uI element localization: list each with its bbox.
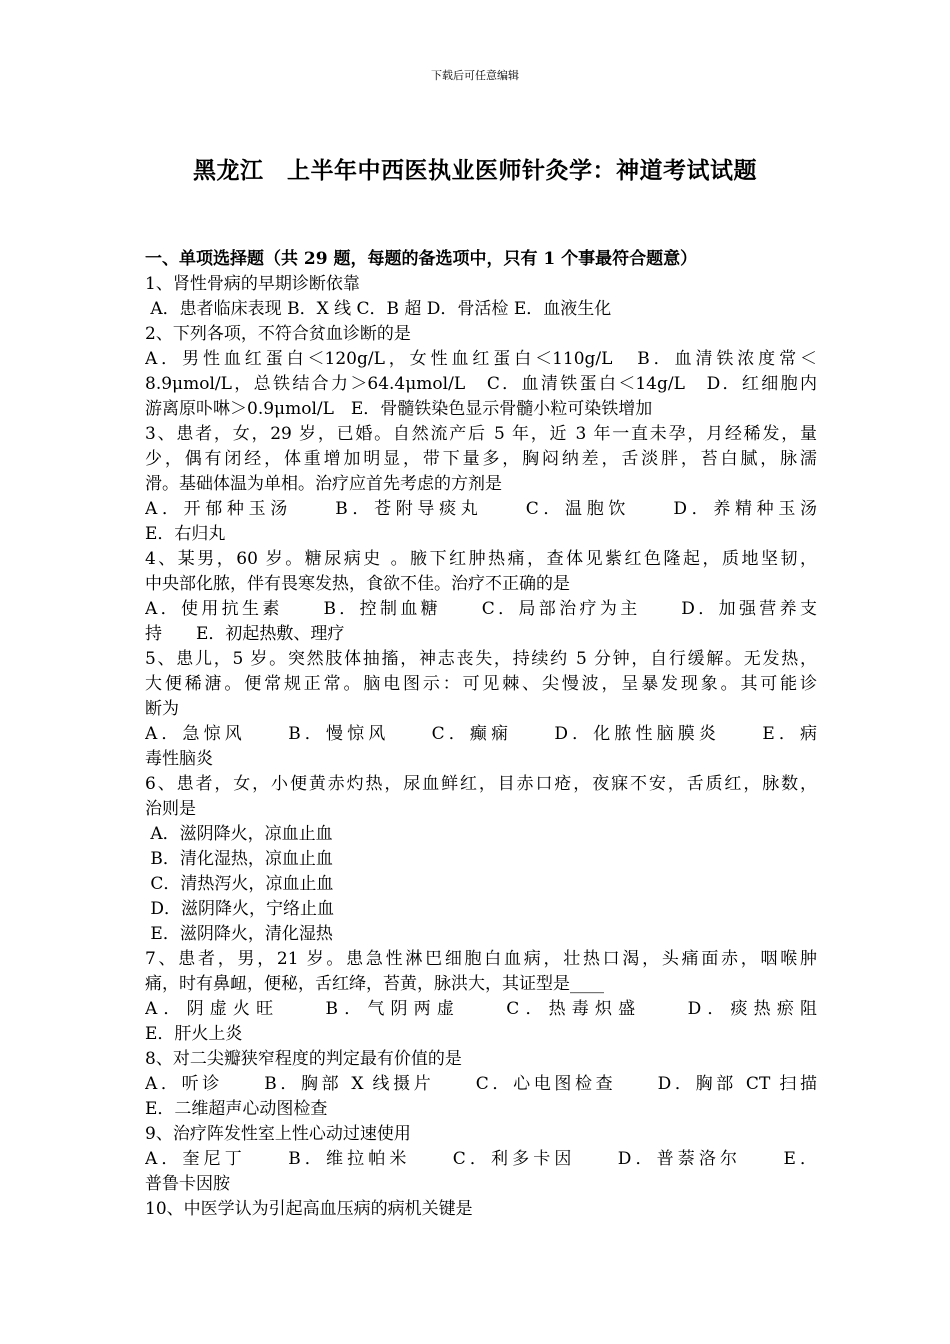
text-line: 6、患者，女，小便黄赤灼热，尿血鲜红，目赤口疮，夜寐不安，舌质红，脉数， — [145, 774, 817, 794]
text-line: E．右归丸 — [145, 524, 226, 544]
text-line: 中央部化脓，伴有畏寒发热，食欲不佳。治疗不正确的是 — [145, 574, 570, 594]
text-line: A．使用抗生素 B．控制血糖 C．局部治疗为主 D．加强营养支 — [145, 599, 817, 619]
text-line: 治则是 — [145, 799, 196, 819]
text-line: A．阴虚火旺 B．气阴两虚 C．热毒炽盛 D．痰热瘀阻 — [145, 999, 817, 1019]
document-body — [145, 247, 817, 1222]
text-line: 8、对二尖瓣狭窄程度的判定最有价值的是 — [145, 1049, 462, 1069]
text-line: 4、某男，60 岁。糖尿病史 。腋下红肿热痛，查体见紫红色隆起，质地坚韧， — [145, 549, 817, 569]
text-line: A．患者临床表现 B．X 线 C．B 超 D．骨活检 E．血液生化 — [145, 299, 612, 319]
text-line: 2、下列各项，不符合贫血诊断的是 — [145, 324, 411, 344]
text-line: 痛，时有鼻衄，便秘，舌红绛，苔黄，脉洪大，其证型是____ — [145, 974, 604, 994]
text-line: 9、治疗阵发性室上性心动过速使用 — [145, 1124, 411, 1144]
text-line: 持 E．初起热敷、理疗 — [145, 624, 345, 644]
text-line: 毒性脑炎 — [145, 749, 213, 769]
text-line: E．二维超声心动图检查 — [145, 1099, 328, 1119]
text-line: 游离原卟啉＞0.9μmol/L E．骨髓铁染色显示骨髓小粒可染铁增加 — [145, 399, 653, 419]
text-line: A．开郁种玉汤 B．苍附导痰丸 C．温胞饮 D．养精种玉汤 — [145, 499, 817, 519]
header-note: 下载后可任意编辑 — [431, 69, 519, 82]
text-line: A．奎尼丁 B．维拉帕米 C．利多卡因 D．普萘洛尔 E． — [145, 1149, 817, 1169]
section-heading: 一、单项选择题（共 29 题，每题的备选项中，只有 1 个事最符合题意） — [145, 249, 698, 269]
text-line: A．听诊 B．胸部 X 线摄片 C．心电图检查 D．胸部 CT 扫描 — [145, 1074, 817, 1094]
text-line: 普鲁卡因胺 — [145, 1174, 230, 1194]
text-line: 断为 — [145, 699, 179, 719]
text-line: 10、中医学认为引起高血压病的病机关键是 — [145, 1199, 473, 1219]
text-line: A．滋阴降火，凉血止血 — [145, 824, 333, 844]
text-line: A．急惊风 B．慢惊风 C．癫痫 D．化脓性脑膜炎 E．病 — [145, 724, 817, 744]
text-line: E．滋阴降火，清化湿热 — [145, 924, 333, 944]
page-title: 黑龙江 上半年中西医执业医师针灸学：神道考试试题 — [193, 158, 757, 184]
text-line: 1、肾性骨病的早期诊断依靠 — [145, 274, 360, 294]
text-line: 7、患者，男，21 岁。患急性淋巴细胞白血病，壮热口渴，头痛面赤，咽喉肿 — [145, 949, 817, 969]
text-line: 滑。基础体温为单相。治疗应首先考虑的方剂是 — [145, 474, 502, 494]
text-line: 大便稀溏。便常规正常。脑电图示：可见棘、尖慢波，呈暴发现象。其可能诊 — [145, 674, 817, 694]
text-line: 8.9μmol/L，总铁结合力＞64.4μmol/L C．血清铁蛋白＜14g/L D．红细胞内 — [145, 374, 817, 394]
question-lines — [145, 272, 817, 1222]
text-line: C．清热泻火，凉血止血 — [145, 874, 334, 894]
text-line: 少，偶有闭经，体重增加明显，带下量多，胸闷纳差，舌淡胖，苔白腻，脉濡 — [145, 449, 817, 469]
text-line: 5、患儿，5 岁。突然肢体抽搐，神志丧失，持续约 5 分钟，自行缓解。无发热， — [145, 649, 817, 669]
text-line: A．男性血红蛋白＜120g/L，女性血红蛋白＜110g/L B．血清铁浓度常＜ — [145, 349, 817, 369]
text-line: 3、患者，女，29 岁，已婚。自然流产后 5 年，近 3 年一直未孕，月经稀发，量 — [145, 424, 817, 444]
text-line: D．滋阴降火，宁络止血 — [145, 899, 335, 919]
text-line: B．清化湿热，凉血止血 — [145, 849, 333, 869]
text-line: E．肝火上炎 — [145, 1024, 243, 1044]
